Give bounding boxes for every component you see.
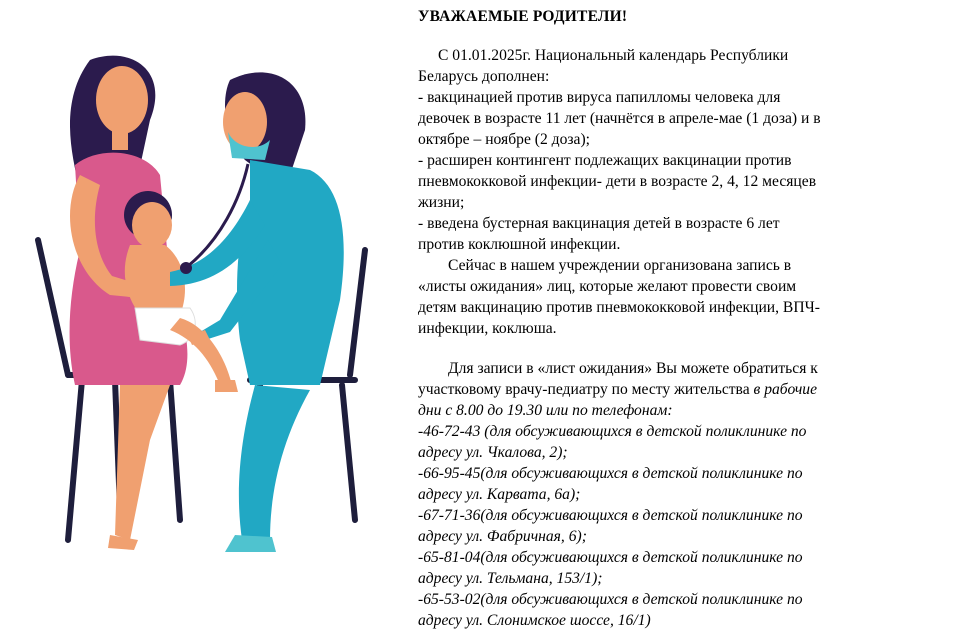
paragraph-line: Беларусь дополнен: — [418, 68, 550, 85]
paragraph-line: С 01.01.2025г. Национальный календарь Республики — [438, 47, 789, 64]
phone-address-line: адресу ул. Слонимское шоссе, 16/1) — [418, 612, 651, 629]
paragraph-line: октябре – ноябре (2 доза); — [418, 131, 590, 148]
paragraph-line: - введена бустерная вакцинация детей в возрасте 6 лет — [418, 215, 780, 232]
doctor-examining-child-illustration — [20, 40, 400, 580]
phone-address-line: адресу ул. Чкалова, 2); — [418, 444, 568, 461]
phone-line: -67-71-36(для обсуживающихся в детской поликлинике по — [418, 507, 803, 524]
phone-address-line: адресу ул. Тельмана, 153/1); — [418, 570, 603, 587]
phone-address-line: адресу ул. Фабричная, 6); — [418, 528, 587, 545]
paragraph-line: девочек в возрасте 11 лет (начнётся в апреле-мае (1 доза) и в — [418, 110, 821, 127]
paragraph-line: Сейчас в нашем учреждении организована запись в — [448, 257, 792, 274]
paragraph-line: Для записи в «лист ожидания» Вы можете обратиться к — [448, 360, 818, 377]
phone-line: -46-72-43 (для обсуживающихся в детской поликлинике по — [418, 423, 807, 440]
phone-line: -66-95-45(для обсуживающихся в детской поликлинике по — [418, 465, 803, 482]
paragraph-line: - вакцинацией против вируса папилломы человека для — [418, 89, 781, 106]
phone-line: -65-81-04(для обсуживающихся в детской поликлинике по — [418, 549, 803, 566]
paragraph-line: инфекции, коклюша. — [418, 320, 557, 337]
phone-line: -65-53-02(для обсуживающихся в детской поликлинике по — [418, 591, 803, 608]
text-plain: участковому врачу-педиатру по месту жительства — [418, 381, 754, 398]
paragraph-line: пневмококковой инфекции- дети в возрасте 2, 4, 12 месяцев — [418, 173, 817, 190]
paragraph-line: детям вакцинацию против пневмококковой инфекции, ВПЧ- — [418, 299, 820, 316]
paragraph-line: дни с 8.00 до 19.30 или по телефонам: — [418, 402, 673, 419]
paragraph-line: против коклюшной инфекции. — [418, 236, 621, 253]
phone-address-line: адресу ул. Карвата, 6а); — [418, 486, 581, 503]
paragraph-line: жизни; — [418, 194, 465, 211]
paragraph-line: «листы ожидания» лиц, которые желают провести своим — [418, 278, 797, 295]
text-italic: в рабочие — [753, 381, 817, 398]
notice-title: УВАЖАЕМЫЕ РОДИТЕЛИ! — [418, 8, 628, 25]
paragraph-line: - расширен контингент подлежащих вакцинации против — [418, 152, 792, 169]
paragraph-line — [418, 379, 817, 400]
